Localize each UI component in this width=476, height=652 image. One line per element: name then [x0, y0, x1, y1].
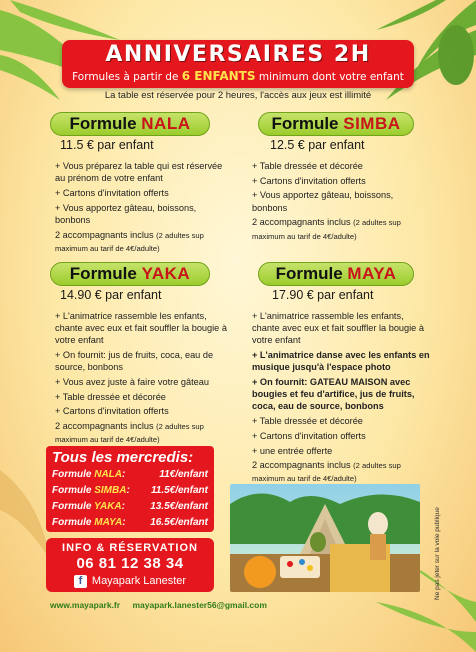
list-item: + Cartons d'invitation offerts [55, 187, 169, 198]
footer-contacts [50, 600, 277, 610]
formula-nala-title: Formule NALA [50, 112, 210, 136]
formula-simba-title: Formule SIMBA [258, 112, 414, 136]
wednesday-title: Tous les mercredis: [52, 449, 194, 466]
website-link[interactable]: www.mayapark.fr [50, 600, 121, 610]
list-item: 2 accompagnants inclus (2 adultes sup maximum au tarif de 4€/adulte) [252, 217, 401, 241]
list-item: 2 accompagnants inclus (2 adultes sup maximum au tarif de 4€/adulte) [55, 229, 204, 253]
facebook-page-name: Mayapark Lanester [91, 575, 187, 587]
list-item: 2 accompagnants inclus (2 adultes sup maximum au tarif de 4€/adulte) [252, 460, 401, 484]
page-title: ANNIVERSAIRES 2H [105, 42, 371, 67]
list-item: + Vous apportez gâteau, boissons, bonbons [252, 190, 394, 213]
phone-number[interactable]: 06 81 12 38 34 [76, 555, 184, 572]
wednesday-offer-box [46, 446, 214, 532]
vertical-disposal-note: Ne pas jeter sur la voie publique [434, 507, 441, 600]
list-item: + Table dressée et décorée [55, 391, 166, 402]
facebook-icon: f [74, 575, 87, 588]
list-item: 2 accompagnants inclus (2 adultes sup maximum au tarif de 4€/adulte) [55, 421, 204, 445]
wednesday-row: Formule YAKA: 13.5€/enfant [52, 501, 208, 512]
email-link[interactable]: mayapark.lanester56@gmail.com [132, 600, 267, 610]
formula-simba-price: 12.5 € par enfant [270, 138, 365, 152]
tagline: La table est réservée pour 2 heures, l'accès aux jeux est illimité [104, 90, 372, 101]
list-item: + Cartons d'invitation offerts [252, 175, 366, 186]
list-item: + Vous préparez la table qui est réservée au prénom de votre enfant [55, 161, 223, 184]
header-banner [62, 40, 414, 88]
formula-yaka-price: 14.90 € par enfant [60, 288, 162, 302]
facebook-link[interactable] [46, 573, 214, 589]
list-item: + On fournit: GATEAU MAISON avec bougies et feu d'artifice, jus de fruits, coca, eau de source, bonbons [252, 377, 415, 412]
list-item: + Cartons d'invitation offerts [55, 406, 169, 417]
party-photo [230, 484, 420, 592]
formula-simba-items [252, 160, 427, 245]
list-item: + Vous apportez gâteau, boissons, bonbons [55, 202, 197, 225]
formula-maya-title: Formule MAYA [258, 262, 414, 286]
formula-yaka-title: Formule YAKA [50, 262, 210, 286]
list-item: + Table dressée et décorée [252, 161, 363, 171]
formula-maya-price: 17.90 € par enfant [272, 288, 374, 302]
list-item: + L'animatrice rassemble les enfants, chante avec eux et fait souffler la bougie à votre enfant [252, 311, 424, 346]
info-title: INFO & RÉSERVATION [62, 542, 198, 554]
list-item: + L'animatrice rassemble les enfants, chante avec eux et fait souffler la bougie à votre enfant [55, 311, 227, 346]
list-item: + Cartons d'invitation offerts [252, 430, 366, 441]
formula-nala-items [55, 160, 230, 257]
wednesday-row: Formule SIMBA: 11.5€/enfant [52, 485, 208, 496]
info-reservation-box [46, 538, 214, 592]
header-subtitle: Formules à partir de 6 ENFANTS minimum dont votre enfant [72, 69, 404, 83]
list-item: + Table dressée et décorée [252, 416, 363, 427]
formula-yaka-items [55, 310, 230, 449]
list-item: + L'animatrice danse avec les enfants en musique jusqu'à l'espace photo [252, 350, 430, 373]
formula-maya-items [252, 310, 432, 488]
list-item: + Vous avez juste à faire votre gâteau [55, 377, 209, 388]
wednesday-row: Formule NALA: 11€/enfant [52, 469, 208, 480]
wednesday-row: Formule MAYA: 16.5€/enfant [52, 517, 208, 528]
list-item: + une entrée offerte [252, 445, 333, 456]
min-children-highlight: 6 ENFANTS [181, 69, 256, 83]
formula-nala-price: 11.5 € par enfant [60, 138, 154, 152]
list-item: + On fournit: jus de fruits, coca, eau de source, bonbons [55, 350, 214, 373]
